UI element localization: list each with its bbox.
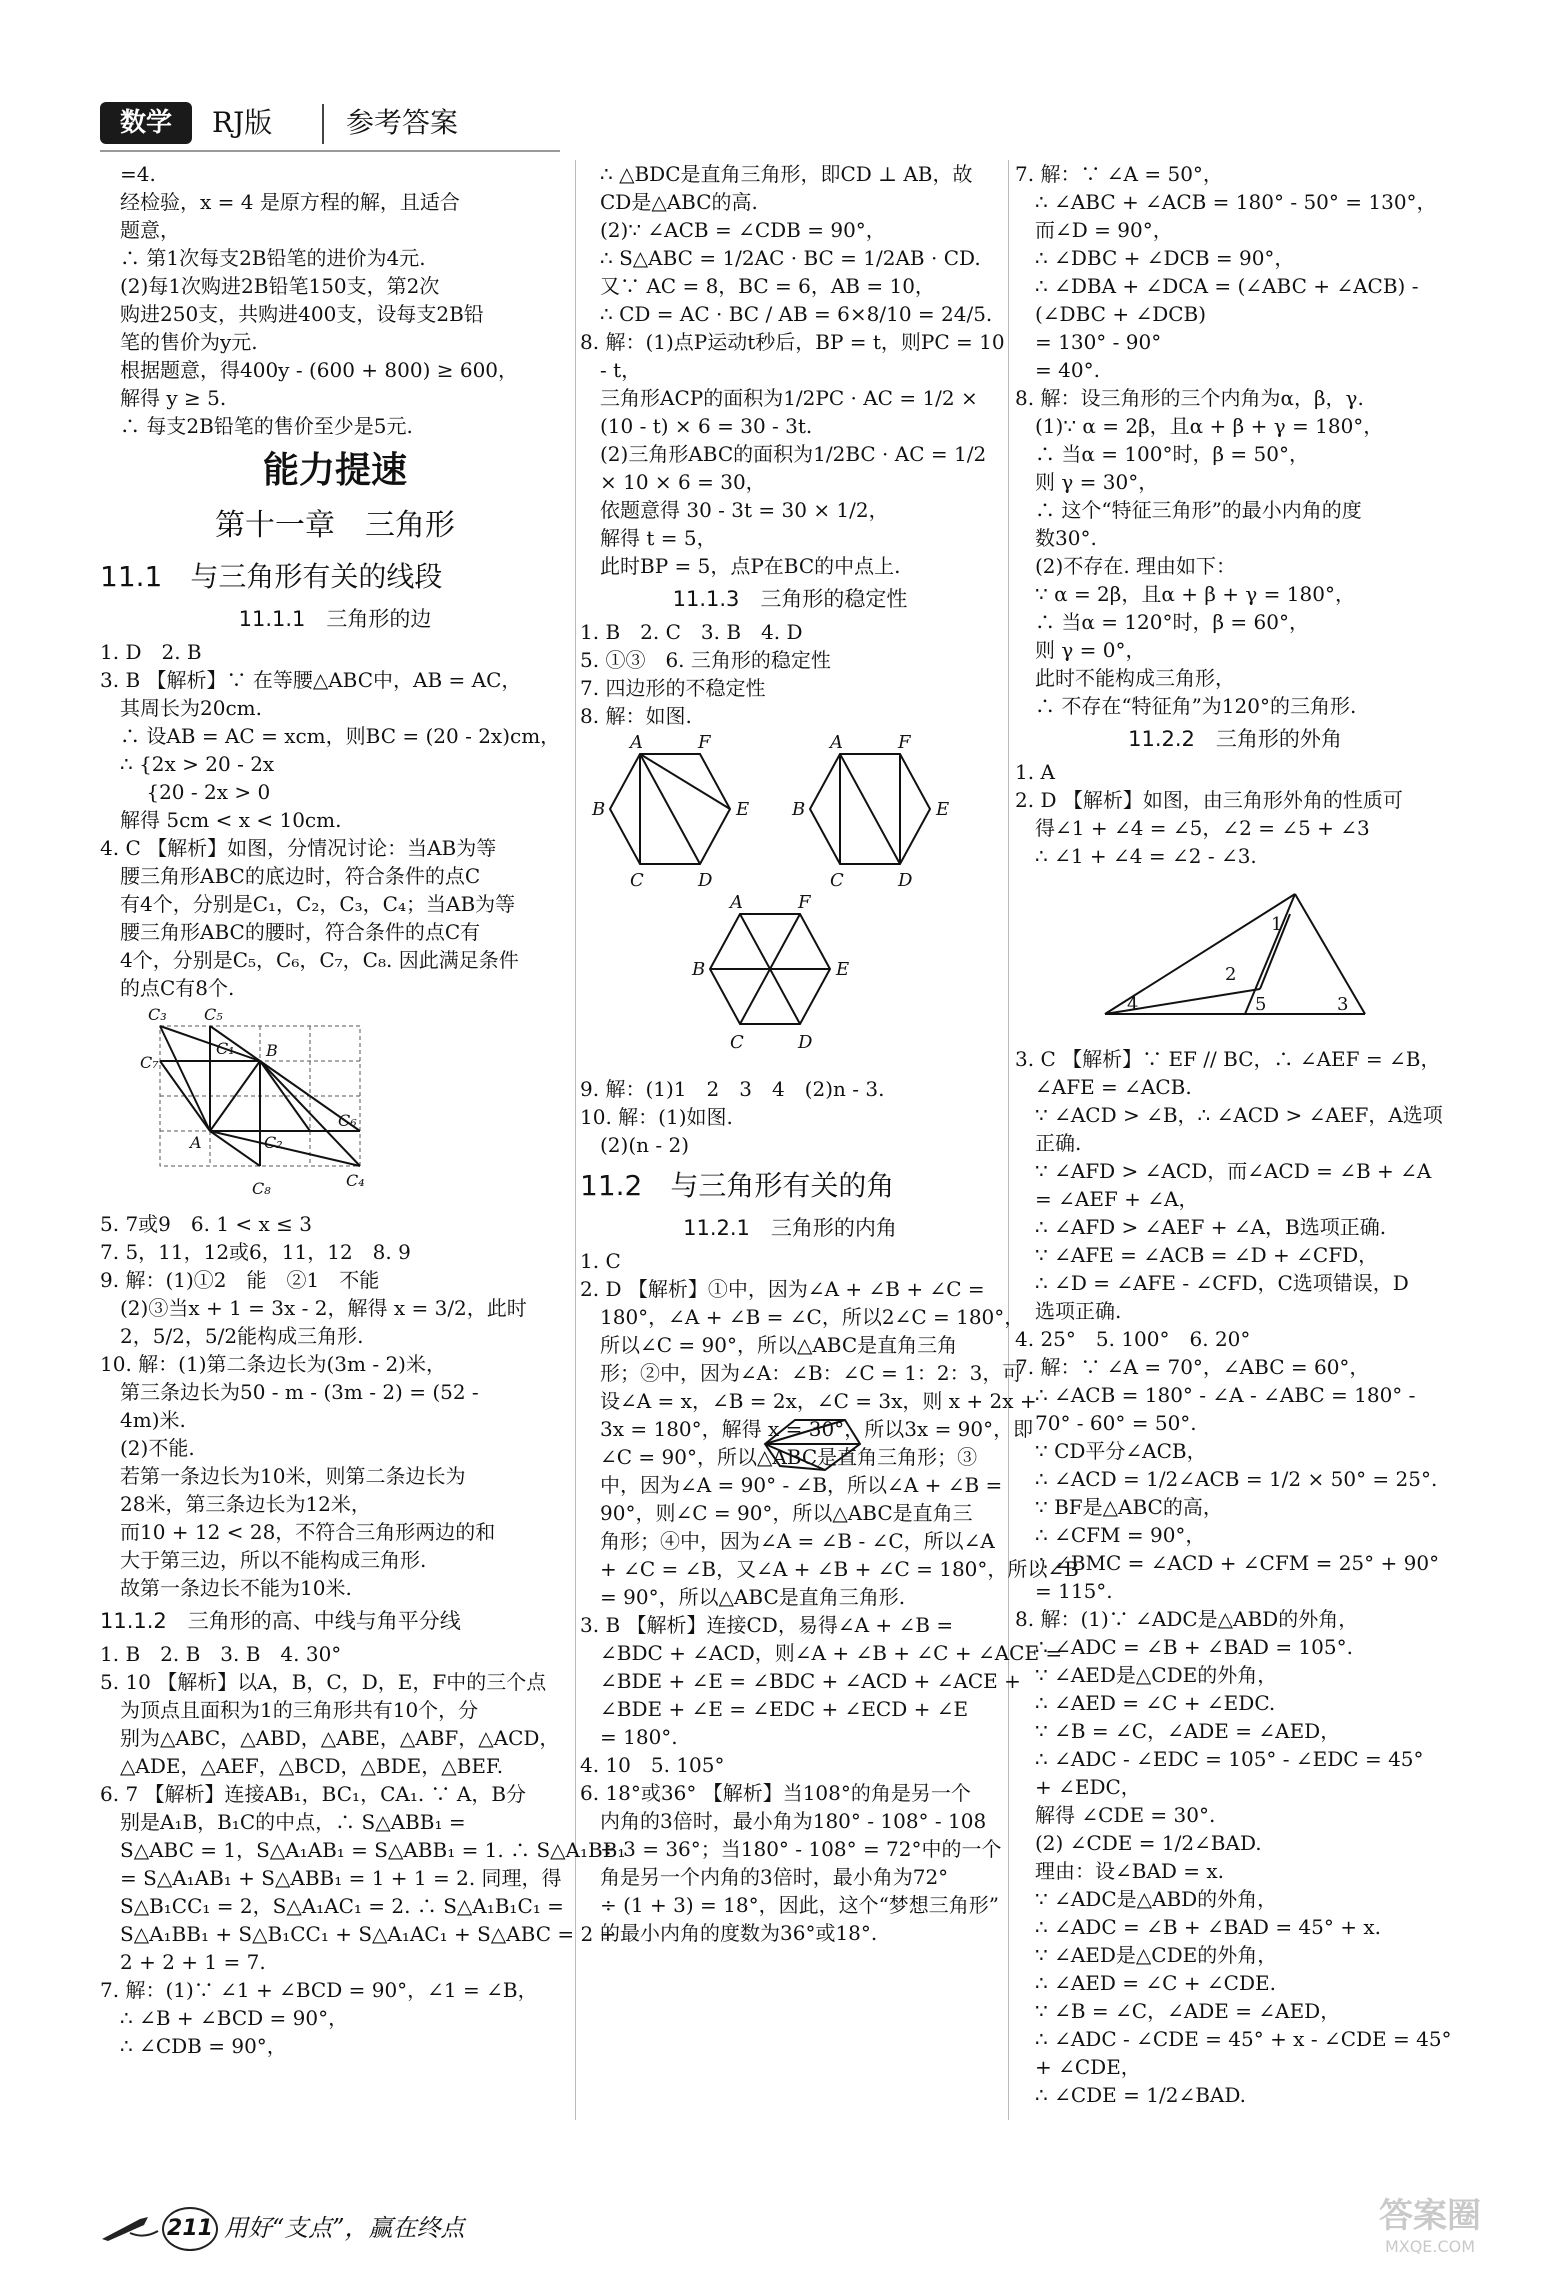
answer-line: 8. 解：(1)∵ ∠ADC是△ABD的外角，	[1015, 1607, 1359, 1631]
answer-line: 90°，则∠C = 90°，所以△ABC是直角三	[600, 1501, 973, 1525]
answer-line: ∴ 当α = 100°时，β = 50°，	[1035, 442, 1309, 466]
answer-line: (1)∵ α = 2β，且α + β + γ = 180°，	[1035, 414, 1384, 438]
answer-line: 1. B 2. B 3. B 4. 30°	[100, 1642, 342, 1666]
answer-line: ÷ 3 = 36°；当180° - 108° = 72°中的一个	[600, 1837, 1002, 1861]
answer-line: S△A₁BB₁ + S△B₁CC₁ + S△A₁AC₁ + S△ABC = 2 +	[120, 1922, 617, 1946]
site-watermark	[1330, 2195, 1530, 2265]
answer-lines	[580, 160, 1005, 580]
hex-label-e: E	[736, 799, 750, 820]
label-c7: C₇	[140, 1053, 159, 1072]
answer-line: ∵ ∠AED是△CDE的外角，	[1035, 1663, 1278, 1687]
label-a: A	[190, 1133, 202, 1152]
answer-line: 的点C有8个.	[120, 976, 235, 1000]
answer-line: ∠AFE = ∠ACB.	[1035, 1075, 1192, 1099]
answer-line: ∵ ∠B = ∠C，∠ADE = ∠AED，	[1035, 1719, 1341, 1743]
edition-label: RJ版	[212, 106, 273, 139]
angle-label-4: 4	[1127, 994, 1139, 1015]
answer-line: 有4个，分别是C₁，C₂，C₃，C₄；当AB为等	[120, 892, 516, 916]
answer-line: 2. D 【解析】如图，由三角形外角的性质可	[1015, 788, 1403, 812]
answer-line: 内角的3倍时，最小角为180° - 108° - 108	[600, 1809, 987, 1833]
answer-line: ∴ ∠AFD > ∠AEF + ∠A，B选项正确.	[1035, 1215, 1387, 1239]
answer-line: = 115°.	[1035, 1579, 1113, 1603]
answer-line: 数30°.	[1035, 526, 1097, 550]
answer-line: 180°，∠A + ∠B = ∠C，所以2∠C = 180°，	[600, 1305, 1025, 1329]
hex-label-d: D	[798, 1032, 813, 1053]
label-c8: C₈	[252, 1179, 271, 1198]
answer-line: ∠BDC + ∠ACD，则∠A + ∠B + ∠C + ∠ACE =	[600, 1641, 1063, 1665]
answer-line: 3x = 180°，解得 x = 30°，所以3x = 90°，即	[600, 1417, 1034, 1441]
answer-line: 3. B 【解析】连接CD，易得∠A + ∠B =	[580, 1613, 954, 1637]
answer-line: ∴ ∠ACB = 180° - ∠A - ∠ABC = 180° -	[1035, 1383, 1416, 1407]
answer-line: (2)三角形ABC的面积为1/2BC · AC = 1/2	[600, 442, 987, 466]
answer-line: ∠BDE + ∠E = ∠BDC + ∠ACD + ∠ACE +	[600, 1669, 1021, 1693]
answer-line: 别为△ABC，△ABD，△ABE，△ABF，△ACD，	[120, 1726, 560, 1750]
answer-line: + ∠C = ∠B，又∠A + ∠B + ∠C = 180°，所以∠B	[600, 1557, 1079, 1581]
answer-line: = 180°.	[600, 1725, 678, 1749]
answer-line: ∵ ∠B = ∠C，∠ADE = ∠AED，	[1035, 1999, 1341, 2023]
answer-line: ∵ ∠ADC是△ABD的外角，	[1035, 1887, 1278, 1911]
answer-line: 为顶点且面积为1的三角形共有10个，分	[120, 1698, 479, 1722]
hex-label-d: D	[898, 870, 913, 891]
answer-line: (10 - t) × 6 = 30 - 3t.	[600, 414, 813, 438]
answer-line: × 10 × 6 = 30，	[600, 470, 766, 494]
answer-lines	[100, 1640, 626, 2060]
answer-line: ∵ CD平分∠ACB，	[1035, 1439, 1207, 1463]
hex-label-f: F	[798, 892, 811, 913]
label-c3: C₃	[148, 1005, 167, 1024]
answer-line: 5. 10 【解析】以A，B，C，D，E，F中的三个点	[100, 1670, 547, 1694]
answer-line: 笔的售价为y元.	[120, 330, 258, 354]
answer-line: S△ABC = 1，S△A₁AB₁ = S△ABB₁ = 1. ∴ S△A₁BB₁	[120, 1838, 626, 1862]
answer-line: ∴ ∠CFM = 90°，	[1035, 1523, 1206, 1547]
answer-line: ∴ ∠B + ∠BCD = 90°，	[120, 2006, 349, 2030]
answer-line: {20 - 2x > 0	[120, 780, 271, 804]
answer-line: (2)(n - 2)	[600, 1133, 690, 1157]
answer-line: 7. 5，11，12或6，11，12 8. 9	[100, 1240, 411, 1264]
answer-line: ∠C = 90°，所以△ABC是直角三角形；③	[600, 1445, 978, 1469]
header-rule	[100, 150, 560, 152]
answer-line: (2) ∠CDE = 1/2∠BAD.	[1035, 1831, 1262, 1855]
answer-line: 7. 解：∵ ∠A = 70°，∠ABC = 60°，	[1015, 1355, 1370, 1379]
answer-lines	[1015, 160, 1455, 720]
answer-line: 10. 解：(1)第二条边长为(3m - 2)米，	[100, 1352, 446, 1376]
answer-line: = 90°，所以△ABC是直角三角形.	[600, 1585, 906, 1609]
answer-line: ∴ ∠AED = ∠C + ∠CDE.	[1035, 1971, 1276, 1995]
answer-line: ∠BDE + ∠E = ∠EDC + ∠ECD + ∠E	[600, 1697, 969, 1721]
hex-label-a: A	[830, 732, 843, 753]
subsection-title: 11.2.2 三角形的外角	[1128, 727, 1342, 751]
answer-line: 10. 解：(1)如图.	[580, 1105, 733, 1129]
answer-line: = 40°.	[1035, 358, 1100, 382]
answer-line: 角形；④中，因为∠A = ∠B - ∠C，所以∠A	[600, 1529, 995, 1553]
answer-line: ∴ CD = AC · BC / AB = 6×8/10 = 24/5.	[600, 302, 993, 326]
answer-lines	[1015, 758, 1455, 870]
answer-lines	[580, 618, 1000, 730]
answer-line: 7. 四边形的不稳定性	[580, 676, 766, 700]
answer-line: = S△A₁AB₁ + S△ABB₁ = 1 + 1 = 2. 同理，得	[120, 1866, 562, 1890]
answer-line: 根据题意，得400y - (600 + 800) ≥ 600，	[120, 358, 519, 382]
watermark-logo-text: 答案圈	[1379, 2196, 1481, 2236]
header-divider	[322, 104, 324, 144]
answer-line: ∴ 这个“特征三角形”的最小内角的度	[1035, 498, 1362, 522]
answer-line: 9. 解：(1)①2 能 ②1 不能	[100, 1268, 380, 1292]
angle-label-5: 5	[1255, 994, 1267, 1015]
answer-line: ∴ ∠AED = ∠C + ∠EDC.	[1035, 1691, 1276, 1715]
answer-lines	[580, 1075, 1000, 1159]
answer-line: 5. 7或9 6. 1 < x ≤ 3	[100, 1212, 313, 1236]
answer-line: 大于第三边，所以不能构成三角形.	[120, 1548, 427, 1572]
answer-line: 1. D 2. B	[100, 640, 202, 664]
answer-line: 得∠1 + ∠4 = ∠5，∠2 = ∠5 + ∠3	[1035, 816, 1370, 840]
answer-line: ∴ ∠DBC + ∠DCB = 90°，	[1035, 246, 1295, 270]
answer-line: 解得 y ≥ 5.	[120, 386, 227, 410]
answer-line: ∴ 当α = 120°时，β = 60°，	[1035, 610, 1309, 634]
answer-line: ∴ ∠ACD = 1/2∠ACB = 1/2 × 50° = 25°.	[1035, 1467, 1438, 1491]
answer-line: 7. 解：(1)∵ ∠1 + ∠BCD = 90°，∠1 = ∠B，	[100, 1978, 538, 2002]
answer-line: ∴ 第1次每支2B铅笔的进价为4元.	[120, 246, 426, 270]
answer-line: 其周长为20cm.	[120, 696, 262, 720]
answer-line: ∴ ∠ADC = ∠B + ∠BAD = 45° + x.	[1035, 1915, 1381, 1939]
page-header	[100, 100, 560, 150]
answer-line: 28米，第三条边长为12米，	[120, 1492, 371, 1516]
answer-line: = 130° - 90°	[1035, 330, 1162, 354]
answer-line: ∴ 设AB = AC = xcm，则BC = (20 - 2x)cm，	[120, 724, 561, 748]
subsection-title: 11.1.2 三角形的高、中线与角平分线	[100, 1609, 461, 1633]
answer-line: ∴ ∠ADC - ∠EDC = 105° - ∠EDC = 45°	[1035, 1747, 1424, 1771]
answer-line: ∴ S△ABC = 1/2AC · BC = 1/2AB · CD.	[600, 246, 981, 270]
column-divider	[1008, 160, 1009, 2120]
answer-line: ∴ ∠D = ∠AFE - ∠CFD，C选项错误，D	[1035, 1271, 1409, 1295]
label-c2: C₂	[264, 1133, 283, 1152]
answer-line: 6. 18°或36° 【解析】当108°的角是另一个	[580, 1781, 971, 1805]
hex-label-d: D	[698, 870, 713, 891]
answer-line: 选项正确.	[1035, 1299, 1122, 1323]
angle-label-1: 1	[1271, 914, 1283, 935]
hex-label-f: F	[898, 732, 911, 753]
answer-line: ∵ ∠AFE = ∠ACB = ∠D + ∠CFD，	[1035, 1243, 1379, 1267]
hex-label-c: C	[730, 1032, 744, 1053]
subject-badge: 数学	[100, 102, 192, 144]
answer-line: ∴ 每支2B铅笔的售价至少是5元.	[120, 414, 413, 438]
answer-line: 1. A	[1015, 760, 1055, 784]
answer-line: 1. B 2. C 3. B 4. D	[580, 620, 803, 644]
answer-line: 中，因为∠A = 90° - ∠B，所以∠A + ∠B =	[600, 1473, 1003, 1497]
answer-lines	[100, 638, 570, 1002]
answer-line: 第三条边长为50 - m - (3m - 2) = (52 -	[120, 1380, 479, 1404]
answer-line: ∴ ∠DBA + ∠DCA = (∠ABC + ∠ACB) -	[1035, 274, 1419, 298]
column-1	[100, 160, 626, 2120]
answer-line: ∴ ∠ABC + ∠ACB = 180° - 50° = 130°，	[1035, 190, 1437, 214]
footer-slogan: 用好“支点”，赢在终点	[224, 2214, 465, 2242]
answer-line: ∴ 不存在“特征角”为120°的三角形.	[1035, 694, 1357, 718]
answer-line: - t，	[600, 358, 642, 382]
answer-line: 而∠D = 90°，	[1035, 218, 1173, 242]
answer-line: (2)∵ ∠ACB = ∠CDB = 90°，	[600, 218, 886, 242]
answer-line: 而10 + 12 < 28，不符合三角形两边的和	[120, 1520, 496, 1544]
hexagon-division-figure	[590, 734, 990, 1064]
answer-line: 5. ①③ 6. 三角形的稳定性	[580, 648, 831, 672]
answer-line: + ∠EDC，	[1035, 1775, 1141, 1799]
answer-line: 此时不能构成三角形，	[1035, 666, 1235, 690]
answer-line: 依题意得 30 - 3t = 30 × 1/2，	[600, 498, 889, 522]
exterior-angle-figure	[1085, 874, 1385, 1034]
answer-line: ∴ ∠ADC = ∠B + ∠BAD = 105°.	[1035, 1635, 1353, 1659]
label-c4: C₄	[346, 1171, 365, 1190]
answer-line: △ADE，△AEF，△BCD，△BDE，△BEF.	[120, 1754, 504, 1778]
answer-line: (2)③当x + 1 = 3x - 2，解得 x = 3/2，此时	[120, 1296, 527, 1320]
answer-line: 若第一条边长为10米，则第二条边长为	[120, 1464, 466, 1488]
answer-line: 别是A₁B，B₁C的中点，∴ S△ABB₁ =	[120, 1810, 466, 1834]
answer-line: 故第一条边长不能为10米.	[120, 1576, 352, 1600]
polygon-fan-figure	[755, 1414, 865, 1474]
answer-line: 3. C 【解析】∵ EF // BC，∴ ∠AEF = ∠B，	[1015, 1047, 1441, 1071]
answer-line: 4个，分别是C₅，C₆，C₇，C₈. 因此满足条件	[120, 948, 519, 972]
answer-line: =4.	[120, 162, 156, 186]
hex-label-c: C	[630, 870, 644, 891]
answer-line: 7. 解：∵ ∠A = 50°，	[1015, 162, 1223, 186]
hex-label-a: A	[630, 732, 643, 753]
answer-line: 腰三角形ABC的底边时，符合条件的点C	[120, 864, 481, 888]
answer-line: 9. 解：(1)1 2 3 4 (2)n - 3.	[580, 1077, 885, 1101]
grid-triangle-figure	[140, 1006, 370, 1206]
answer-lines	[100, 160, 570, 440]
part-title: 能力提速	[262, 450, 407, 491]
answer-line: ÷ (1 + 3) = 18°，因此，这个“梦想三角形”	[600, 1893, 1000, 1917]
answer-line: 2 + 2 + 1 = 7.	[120, 1950, 266, 1974]
column-3	[1015, 160, 1455, 2120]
answer-line: ∴ ∠ADC - ∠CDE = 45° + x - ∠CDE = 45°	[1035, 2027, 1452, 2051]
answer-line: ∴ △BDC是直角三角形，即CD ⊥ AB，故	[600, 162, 973, 186]
answer-line: 所以∠C = 90°，所以△ABC是直角三角	[600, 1333, 958, 1357]
angle-label-2: 2	[1225, 964, 1237, 985]
pen-icon	[100, 2213, 160, 2243]
answer-line: ∵ ∠AFD > ∠ACD，而∠ACD = ∠B + ∠A	[1035, 1159, 1432, 1183]
answer-line: ∵ ∠AED是△CDE的外角，	[1035, 1943, 1278, 1967]
answer-line: 此时BP = 5，点P在BC的中点上.	[600, 554, 901, 578]
answer-line: 的最小内角的度数为36°或18°.	[600, 1921, 878, 1945]
answer-line: 6. 7 【解析】连接AB₁，BC₁，CA₁. ∵ A，B分	[100, 1782, 527, 1806]
answer-line: 又∵ AC = 8，BC = 6，AB = 10，	[600, 274, 935, 298]
answer-line: (2)每1次购进2B铅笔150支，第2次	[120, 274, 440, 298]
answer-line: 70° - 60° = 50°.	[1035, 1411, 1197, 1435]
answer-line: 设∠A = x，∠B = 2x，∠C = 3x，则 x + 2x +	[600, 1389, 1037, 1413]
answer-line: = ∠AEF + ∠A，	[1035, 1187, 1199, 1211]
answer-line: 8. 解：设三角形的三个内角为α，β，γ.	[1015, 386, 1364, 410]
answer-line: 4. C 【解析】如图，分情况讨论：当AB为等	[100, 836, 497, 860]
header-title: 参考答案	[346, 106, 459, 139]
answer-line: ∵ ∠ACD > ∠B，∴ ∠ACD > ∠AEF，A选项	[1035, 1103, 1443, 1127]
answer-line: 正确.	[1035, 1131, 1082, 1155]
watermark-url: MXQE.COM	[1384, 2237, 1476, 2256]
answer-line: (2)不能.	[120, 1436, 195, 1460]
answer-line: 解得 5cm < x < 10cm.	[120, 808, 342, 832]
answer-line: CD是△ABC的高.	[600, 190, 758, 214]
label-c1: C₁	[216, 1039, 235, 1058]
answer-line: 8. 解：如图.	[580, 704, 692, 728]
hex-label-b: B	[592, 799, 606, 820]
answer-line: 经检验，x = 4 是原方程的解，且适合	[120, 190, 460, 214]
answer-line: 解得 t = 5，	[600, 526, 717, 550]
section-title: 11.1 与三角形有关的线段	[100, 560, 443, 593]
answer-line: 2，5/2，5/2能构成三角形.	[120, 1324, 364, 1348]
angle-label-3: 3	[1337, 994, 1349, 1015]
subsection-title: 11.1.3 三角形的稳定性	[672, 587, 908, 611]
hex-label-a: A	[730, 892, 743, 913]
section-title: 11.2 与三角形有关的角	[580, 1169, 895, 1202]
answer-line: 购进250支，共购进400支，设每支2B铅	[120, 302, 484, 326]
answer-line: S△B₁CC₁ = 2，S△A₁AC₁ = 2. ∴ S△A₁B₁C₁ =	[120, 1894, 564, 1918]
subsection-title: 11.2.1 三角形的内角	[683, 1216, 897, 1240]
answer-line: ∵ α = 2β，且α + β + γ = 180°，	[1035, 582, 1355, 606]
label-c6: C₆	[338, 1111, 357, 1130]
page-footer	[100, 2205, 560, 2251]
answer-line: ∴ {2x > 20 - 2x	[120, 752, 275, 776]
answer-line: 形；②中，因为∠A：∠B：∠C = 1：2：3，可	[600, 1361, 1023, 1385]
hex-label-b: B	[692, 959, 706, 980]
answer-lines	[1015, 1045, 1455, 2109]
answer-line: ∴ ∠CDB = 90°，	[120, 2034, 287, 2058]
answer-line: ∴ ∠BMC = ∠ACD + ∠CFM = 25° + 90°	[1035, 1551, 1440, 1575]
answer-line: 则 γ = 30°，	[1035, 470, 1159, 494]
page-number: 211	[162, 2207, 218, 2251]
answer-lines	[100, 1210, 570, 1602]
answer-line: ∴ ∠CDE = 1/2∠BAD.	[1035, 2083, 1247, 2107]
answer-line: 2. D 【解析】①中，因为∠A + ∠B + ∠C =	[580, 1277, 985, 1301]
answer-line: ∴ ∠1 + ∠4 = ∠2 - ∠3.	[1035, 844, 1257, 868]
chapter-title: 第十一章 三角形	[215, 508, 455, 543]
answer-line: 3. B 【解析】∵ 在等腰△ABC中，AB = AC，	[100, 668, 522, 692]
answer-line: 则 γ = 0°，	[1035, 638, 1146, 662]
hex-label-e: E	[836, 959, 850, 980]
hex-label-b: B	[792, 799, 806, 820]
hex-label-f: F	[698, 732, 711, 753]
answer-line: 4. 10 5. 105°	[580, 1753, 725, 1777]
answer-line: 理由：设∠BAD = x.	[1035, 1859, 1225, 1883]
column-divider	[575, 160, 576, 2120]
answer-line: 4m)米.	[120, 1408, 186, 1432]
answer-line: (2)不存在. 理由如下：	[1035, 554, 1237, 578]
hex-label-c: C	[830, 870, 844, 891]
hex-label-e: E	[936, 799, 950, 820]
answer-line: 角是另一个内角的3倍时，最小角为72°	[600, 1865, 949, 1889]
answer-line: 1. C	[580, 1249, 621, 1273]
answer-line: (∠DBC + ∠DCB)	[1035, 302, 1207, 326]
subsection-title: 11.1.1 三角形的边	[238, 607, 432, 631]
label-c5: C₅	[204, 1005, 223, 1024]
answer-line: 三角形ACP的面积为1/2PC · AC = 1/2 ×	[600, 386, 978, 410]
answer-line: 题意，	[120, 218, 180, 242]
label-b: B	[266, 1041, 278, 1060]
answer-line: 8. 解：(1)点P运动t秒后，BP = t，则PC = 10	[580, 330, 1005, 354]
answer-line: 腰三角形ABC的腰时，符合条件的点C有	[120, 920, 481, 944]
answer-line: 解得 ∠CDE = 30°.	[1035, 1803, 1216, 1827]
answer-line: ∵ BF是△ABC的高，	[1035, 1495, 1223, 1519]
answer-line: 4. 25° 5. 100° 6. 20°	[1015, 1327, 1251, 1351]
answer-line: + ∠CDE，	[1035, 2055, 1141, 2079]
